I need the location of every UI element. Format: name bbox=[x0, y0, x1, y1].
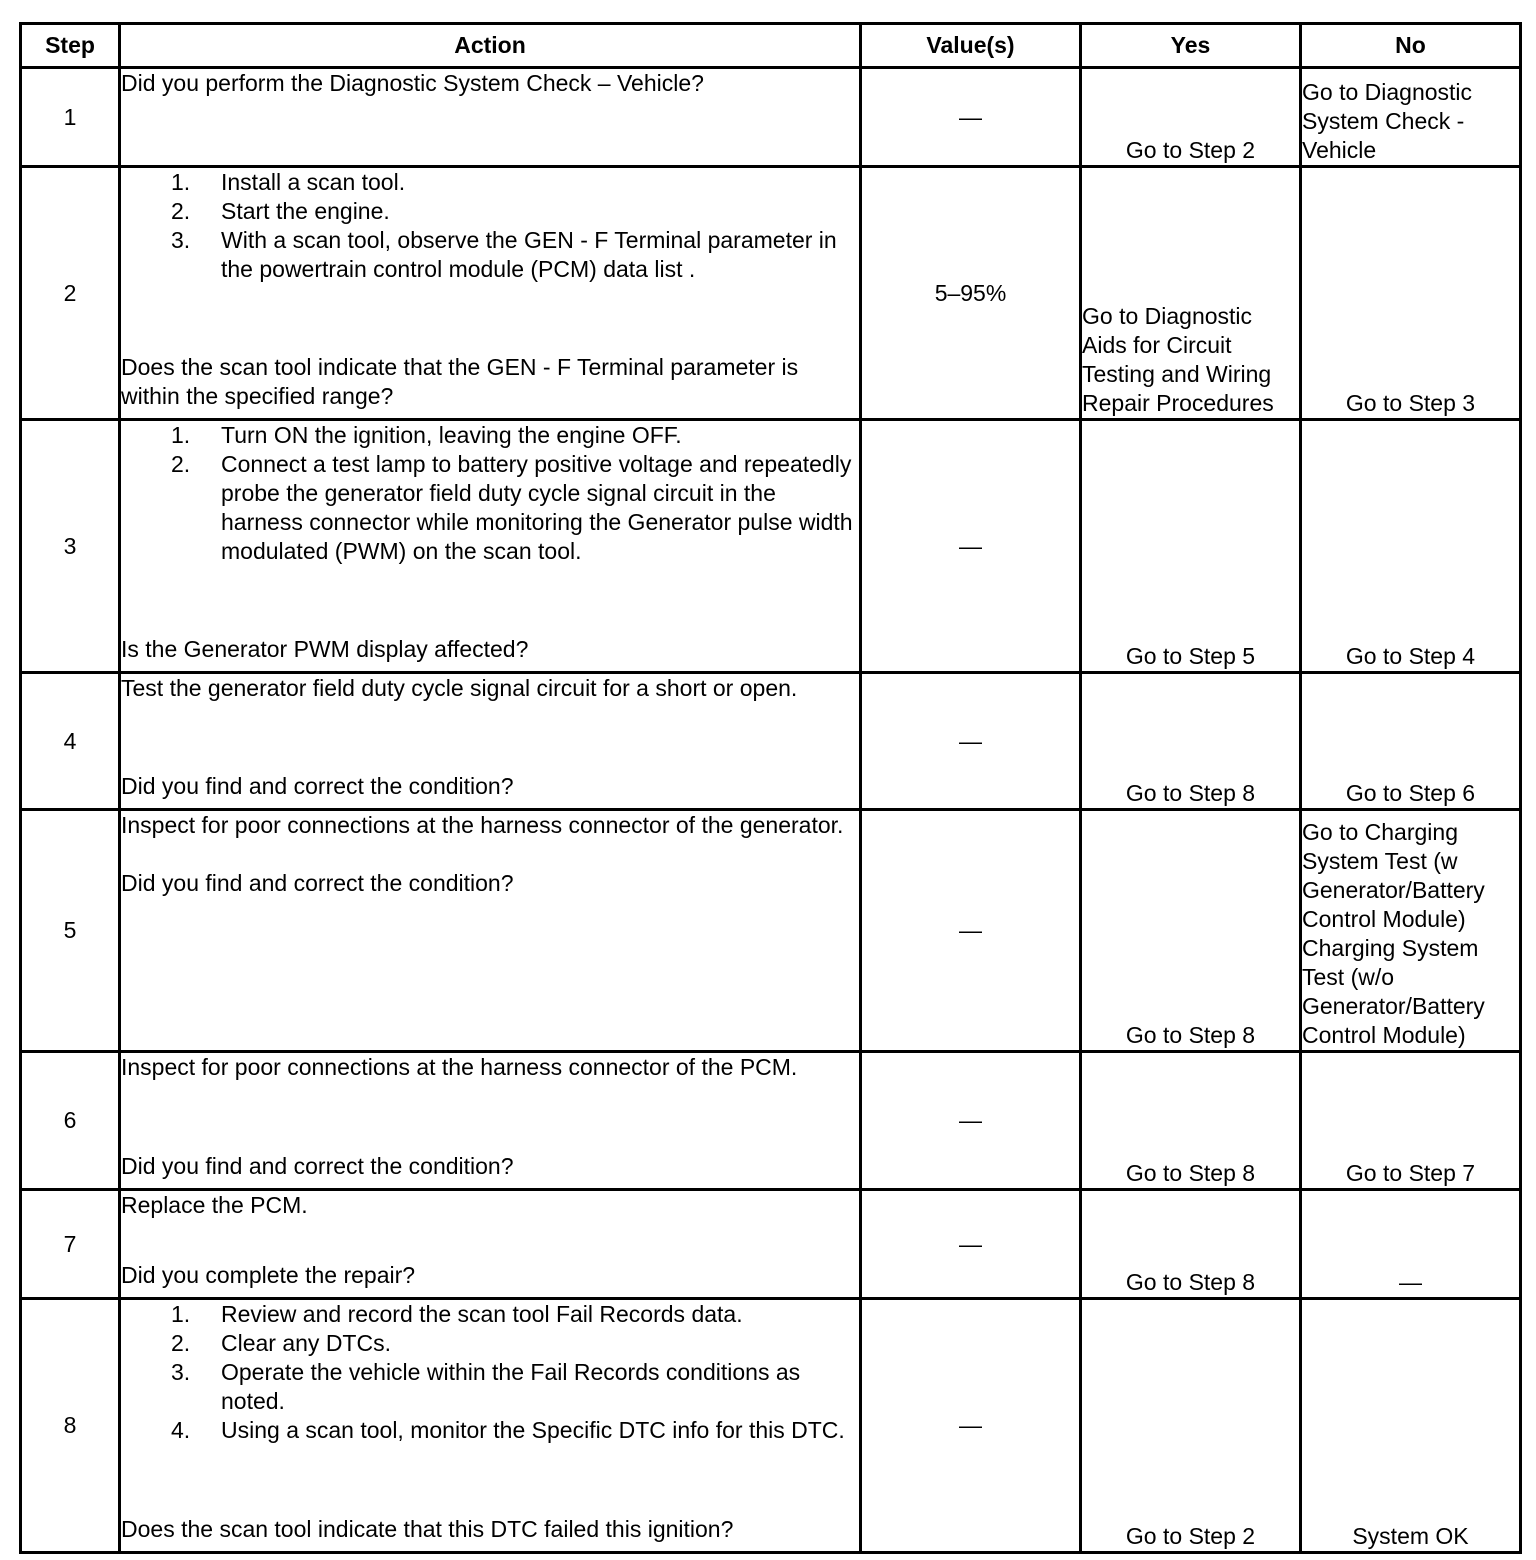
table-row bbox=[21, 1052, 1521, 1190]
table-row bbox=[21, 420, 1521, 673]
yes-cell: Go to Step 2 bbox=[1081, 68, 1301, 167]
action-cell bbox=[120, 1190, 861, 1299]
yes-cell: Go to Diagnostic Aids for Circuit Testing and Wiring Repair Procedures bbox=[1081, 167, 1301, 420]
action-intro: Inspect for poor connections at the harness connector of the PCM. bbox=[121, 1054, 798, 1080]
table-row bbox=[21, 167, 1521, 420]
list-item: 3. With a scan tool, observe the GEN - F Terminal parameter in the powertrain control module (PCM) data list . bbox=[171, 227, 837, 282]
action-question: Is the Generator PWM display affected? bbox=[121, 636, 529, 662]
list-item: 2. Clear any DTCs. bbox=[171, 1330, 391, 1356]
yes-cell: Go to Step 2 bbox=[1081, 1299, 1301, 1553]
action-intro: Test the generator field duty cycle signal circuit for a short or open. bbox=[121, 675, 798, 701]
step-number: 2 bbox=[21, 167, 120, 420]
table-row bbox=[21, 1299, 1521, 1553]
action-question: Did you find and correct the condition? bbox=[121, 773, 514, 799]
action-question: Does the scan tool indicate that this DTC failed this ignition? bbox=[121, 1516, 734, 1542]
action-cell bbox=[120, 420, 861, 673]
action-intro: Inspect for poor connections at the harness connector of the generator. bbox=[121, 812, 844, 838]
table-row bbox=[21, 1190, 1521, 1299]
yes-cell: Go to Step 8 bbox=[1081, 1052, 1301, 1190]
procedure-list bbox=[121, 421, 859, 566]
header-step: Step bbox=[21, 24, 120, 68]
no-cell: Go to Diagnostic System Check - Vehicle bbox=[1301, 68, 1521, 167]
value-cell: — bbox=[861, 673, 1081, 810]
header-values: Value(s) bbox=[861, 24, 1081, 68]
step-number: 3 bbox=[21, 420, 120, 673]
action-cell bbox=[120, 167, 861, 420]
no-cell: Go to Step 7 bbox=[1301, 1052, 1521, 1190]
action-cell bbox=[120, 68, 861, 167]
action-question: Did you find and correct the condition? bbox=[121, 1153, 514, 1179]
header-yes: Yes bbox=[1081, 24, 1301, 68]
action-intro: Did you perform the Diagnostic System Check – Vehicle? bbox=[121, 70, 704, 96]
action-cell bbox=[120, 810, 861, 1052]
list-item: 3. Operate the vehicle within the Fail Records conditions as noted. bbox=[171, 1359, 801, 1414]
step-number: 6 bbox=[21, 1052, 120, 1190]
no-cell: System OK bbox=[1301, 1299, 1521, 1553]
list-item: 1. Install a scan tool. bbox=[171, 169, 406, 195]
step-number: 8 bbox=[21, 1299, 120, 1553]
step-number: 5 bbox=[21, 810, 120, 1052]
action-question: Did you complete the repair? bbox=[121, 1262, 416, 1288]
header-no: No bbox=[1301, 24, 1521, 68]
action-cell bbox=[120, 673, 861, 810]
table-row bbox=[21, 673, 1521, 810]
no-cell: Go to Step 3 bbox=[1301, 167, 1521, 420]
action-intro: Replace the PCM. bbox=[121, 1192, 308, 1218]
table-row bbox=[21, 68, 1521, 167]
list-item: 4. Using a scan tool, monitor the Specific DTC info for this DTC. bbox=[171, 1417, 845, 1443]
header-action: Action bbox=[120, 24, 861, 68]
step-number: 1 bbox=[21, 68, 120, 167]
procedure-list bbox=[121, 168, 859, 284]
yes-cell: Go to Step 8 bbox=[1081, 673, 1301, 810]
step-number: 4 bbox=[21, 673, 120, 810]
no-cell: — bbox=[1301, 1190, 1521, 1299]
yes-cell: Go to Step 8 bbox=[1081, 810, 1301, 1052]
procedure-list bbox=[121, 1300, 859, 1445]
value-cell: — bbox=[861, 68, 1081, 167]
value-cell: — bbox=[861, 1299, 1081, 1553]
no-cell: Go to Charging System Test (w Generator/Battery Control Module) Charging System Test (w/o Generator/Battery Control Module) bbox=[1301, 810, 1521, 1052]
list-item: 2. Connect a test lamp to battery positive voltage and repeatedly probe the generator field duty cycle signal circuit in the harness connector while monitoring the Generator pulse width modulated (PWM) on the scan tool. bbox=[171, 451, 853, 564]
value-cell: — bbox=[861, 1190, 1081, 1299]
step-number: 7 bbox=[21, 1190, 120, 1299]
action-question: Did you find and correct the condition? bbox=[121, 870, 514, 896]
action-cell bbox=[120, 1052, 861, 1190]
list-item: 2. Start the engine. bbox=[171, 198, 390, 224]
action-question: Does the scan tool indicate that the GEN - F Terminal parameter is within the specified range? bbox=[121, 354, 799, 409]
action-cell bbox=[120, 1299, 861, 1553]
value-cell: — bbox=[861, 1052, 1081, 1190]
diagnostic-table bbox=[19, 22, 1522, 1554]
no-cell: Go to Step 6 bbox=[1301, 673, 1521, 810]
yes-cell: Go to Step 8 bbox=[1081, 1190, 1301, 1299]
table-row bbox=[21, 810, 1521, 1052]
value-cell: 5–95% bbox=[861, 167, 1081, 420]
header-row bbox=[21, 24, 1521, 68]
list-item: 1. Turn ON the ignition, leaving the engine OFF. bbox=[171, 422, 682, 448]
list-item: 1. Review and record the scan tool Fail Records data. bbox=[171, 1301, 743, 1327]
no-cell: Go to Step 4 bbox=[1301, 420, 1521, 673]
value-cell: — bbox=[861, 810, 1081, 1052]
yes-cell: Go to Step 5 bbox=[1081, 420, 1301, 673]
value-cell: — bbox=[861, 420, 1081, 673]
